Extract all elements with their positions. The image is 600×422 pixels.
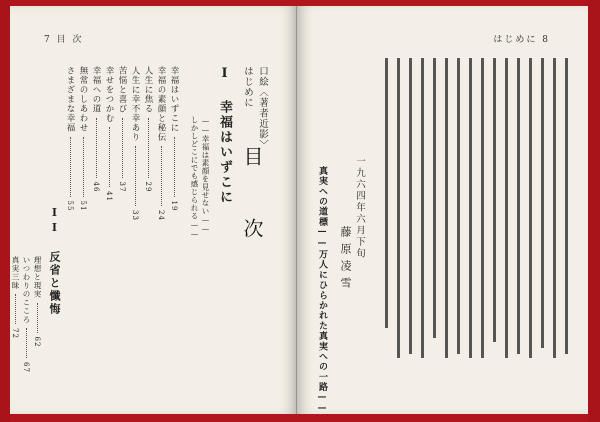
toc-entry-label: 苦悩と喜び	[117, 66, 127, 114]
toc-entry-page: 29	[144, 181, 152, 193]
toc-entry-label: 人生に幸不幸あり	[130, 66, 140, 142]
toc-entry[interactable]	[32, 256, 43, 386]
right-page	[297, 6, 588, 414]
toc-entry-label: 理想と現実	[33, 256, 42, 299]
toc-entry-page: 62	[33, 336, 41, 348]
toc-entry[interactable]	[116, 66, 128, 266]
toc-front-item: 口絵〈著者近影〉	[257, 66, 268, 150]
preface-date: 一九六四年六月下旬	[354, 156, 365, 260]
leader-dots	[83, 137, 84, 197]
toc-entry[interactable]	[168, 66, 180, 266]
preface-text-block	[297, 6, 588, 414]
toc-front-item: はじめに	[242, 66, 253, 108]
toc-entry[interactable]	[129, 66, 141, 266]
leader-dots	[174, 137, 175, 197]
toc-entry-label: 幸福の素顔と秘伝	[156, 66, 166, 142]
toc-chapter-title: I 幸福はいずこに	[217, 66, 232, 205]
toc-entry-page: 33	[131, 210, 139, 221]
toc-entry[interactable]	[10, 256, 21, 386]
leader-dots	[122, 118, 123, 178]
leader-dots	[37, 303, 38, 333]
toc-entry[interactable]	[155, 66, 167, 266]
cover-edge-left	[0, 0, 10, 422]
toc-entry-label: 幸福への道	[91, 66, 101, 114]
leader-dots	[161, 146, 162, 206]
toc-entry-page: 67	[22, 362, 30, 373]
toc-entry[interactable]	[90, 66, 102, 266]
toc-chapter-title: II 反省と懺悔	[48, 206, 61, 316]
preface-author: 藤原凌雪	[339, 226, 352, 294]
leader-dots	[26, 328, 27, 358]
toc-entry-label: いつわりのこころ	[22, 256, 31, 324]
toc-entry[interactable]	[77, 66, 89, 266]
left-page-header: 7 目 次	[44, 35, 84, 45]
leader-dots	[148, 118, 149, 178]
right-page-header: はじめに 8	[493, 35, 550, 45]
toc-entry-page: 19	[170, 200, 178, 212]
toc-entry-label: 無常のしあわせ	[78, 66, 88, 133]
toc-entry-page: 37	[118, 181, 126, 193]
leader-dots	[109, 127, 110, 187]
leader-dots	[15, 294, 16, 324]
toc-title: 目 次	[240, 146, 264, 252]
toc-entry[interactable]	[103, 66, 115, 266]
leader-dots	[70, 137, 71, 197]
toc-entry-label: 幸せをつかむ	[104, 66, 114, 123]
toc-chapter-subtitle: ——幸福は素顔を見せない——	[201, 116, 210, 234]
toc-entry-label: さまざまな幸福	[65, 66, 75, 133]
toc-entry[interactable]	[21, 256, 32, 386]
toc-entry-label: 真実三昧	[11, 256, 20, 290]
toc-entry-page: 41	[105, 191, 113, 202]
leader-dots	[135, 146, 136, 206]
toc-entry-page: 46	[92, 181, 100, 193]
leader-dots	[96, 118, 97, 178]
cover-edge-right	[588, 0, 600, 422]
toc-entry-page: 55	[66, 200, 74, 212]
toc-entry[interactable]	[64, 66, 76, 266]
toc-chapter-subtitle: しかしどこにでも感じられる——	[190, 116, 199, 239]
left-page	[10, 6, 297, 414]
toc-entry-label: 人生に焦る	[143, 66, 153, 114]
preface-line: 真実への道標——万人にひらかれた真実への一路——	[317, 166, 327, 415]
toc-entry-page: 24	[157, 210, 165, 221]
toc-entry-page: 51	[79, 200, 87, 212]
toc-entry-label: 幸福はいずこに	[169, 66, 179, 133]
toc-entry[interactable]	[142, 66, 154, 266]
toc-entry-page: 72	[11, 328, 19, 339]
